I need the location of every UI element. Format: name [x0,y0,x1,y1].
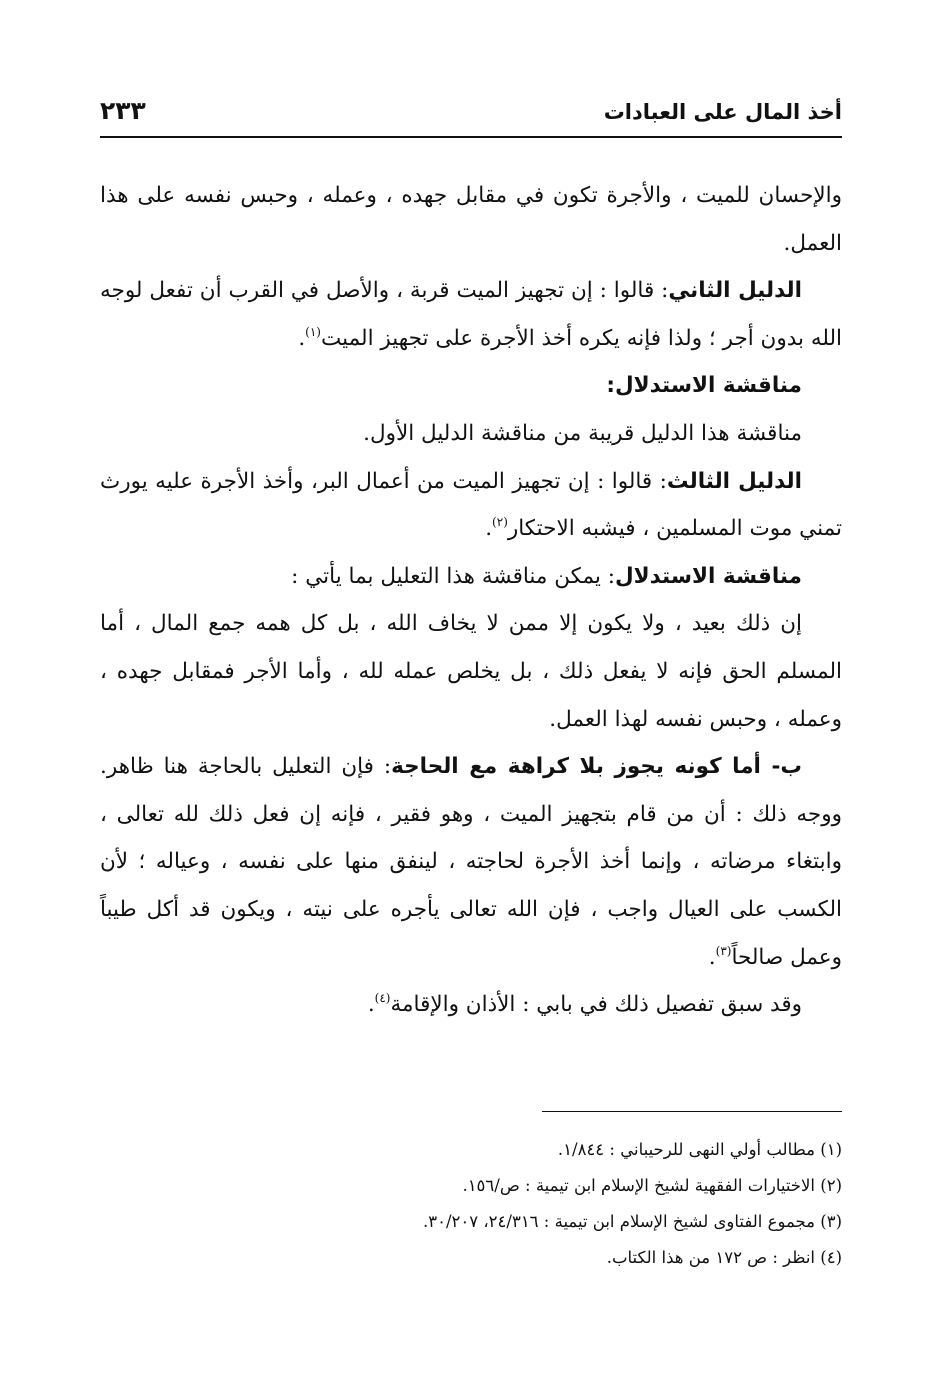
footnote-marker: (١) [305,324,321,339]
paragraph [100,553,842,601]
paragraph-text: . [485,516,493,542]
running-title: أخذ المال على العبادات [603,100,842,124]
page-header [100,96,842,138]
bold-heading: ب- أما كونه يجوز بلا كراهة مع الحاجة [391,754,802,780]
bold-heading: مناقشة الاستدلال [614,563,802,589]
footnote: (٣) مجموع الفتاوى لشيخ الإسلام ابن تيمية : ٢٤/٣١٦، ٣٠/٢٠٧. [422,1212,842,1231]
paragraph [100,172,842,267]
paragraph-text: : قالوا : إن تجهيز الميت قربة ، والأصل في القرب أن تفعل لوجه الله بدون أجر ؛ ولذا فإنه يكره أخذ الأجرة على تجهيز الميت [100,278,842,351]
footnote-marker: (٤) [374,991,391,1006]
paragraph [100,362,842,410]
footnote: (٤) انظر : ص ١٧٢ من هذا الكتاب. [606,1248,842,1267]
paragraph-text: . [298,325,306,351]
footnote-separator [542,1111,842,1112]
paragraph [100,410,842,458]
paragraph-text: : يمكن مناقشة هذا التعليل بما يأتي : [291,563,615,589]
bold-heading: الدليل الثالث [666,468,802,494]
bold-heading: الدليل الثاني [668,278,802,304]
paragraph-text: وقد سبق تفصيل ذلك في بابي : الأذان والإقامة [390,992,802,1018]
paragraph-text: مناقشة هذا الدليل قريبة من مناقشة الدليل الأول. [363,420,802,446]
paragraph-text: : فإن التعليل بالحاجة هنا ظاهر. ووجه ذلك : أن من قام بتجهيز الميت ، وهو فقير ، فإنه إن فعل ذلك لله تعالى ، وابتغاء مرضاته ، وإنما أخذ الأجرة لحاجته ، لينفق منها على نفسه ، وعياله ؛ لأن الكسب على العيال واجب ، فإن الله تعالى يأجره على نيته ، ويكون قد أكل طيباً وعمل صالحاً [100,754,842,970]
paragraph-text: والإحسان للميت ، والأجرة تكون في مقابل جهده ، وعمله ، وحبس نفسه على هذا العمل. [100,183,842,256]
paragraph-text: . [367,992,375,1018]
paragraph [100,981,842,1029]
main-text [100,172,842,1029]
paragraph [100,743,842,981]
footnote: (١) مطالب أولي النهى للرحيباني : ١/٨٤٤. [557,1140,842,1159]
paragraph [100,267,842,362]
bold-heading: مناقشة الاستدلال: [606,373,802,399]
footnotes [100,1132,842,1276]
footnote-marker: (٢) [492,515,508,530]
paragraph [100,600,842,743]
paragraph [100,458,842,553]
paragraph-text: . [708,944,716,970]
page-number: ٢٣٣ [100,96,146,125]
footnote-marker: (٣) [715,943,732,958]
paragraph-text: إن ذلك بعيد ، ولا يكون إلا ممن لا يخاف الله ، بل كل همه جمع المال ، أما المسلم الحق فإنه لا يفعل ذلك ، بل يخلص عمله لله ، وأما الأجر فمقابل جهده ، وعمله ، وحبس نفسه لهذا العمل. [100,611,842,732]
paragraph-text: : قالوا : إن تجهيز الميت من أعمال البر، وأخذ الأجرة عليه يورث تمني موت المسلمين ، فيشبه الاحتكار [100,468,842,542]
footnote: (٢) الاختيارات الفقهية لشيخ الإسلام ابن تيمية : ص/١٥٦. [462,1176,842,1195]
